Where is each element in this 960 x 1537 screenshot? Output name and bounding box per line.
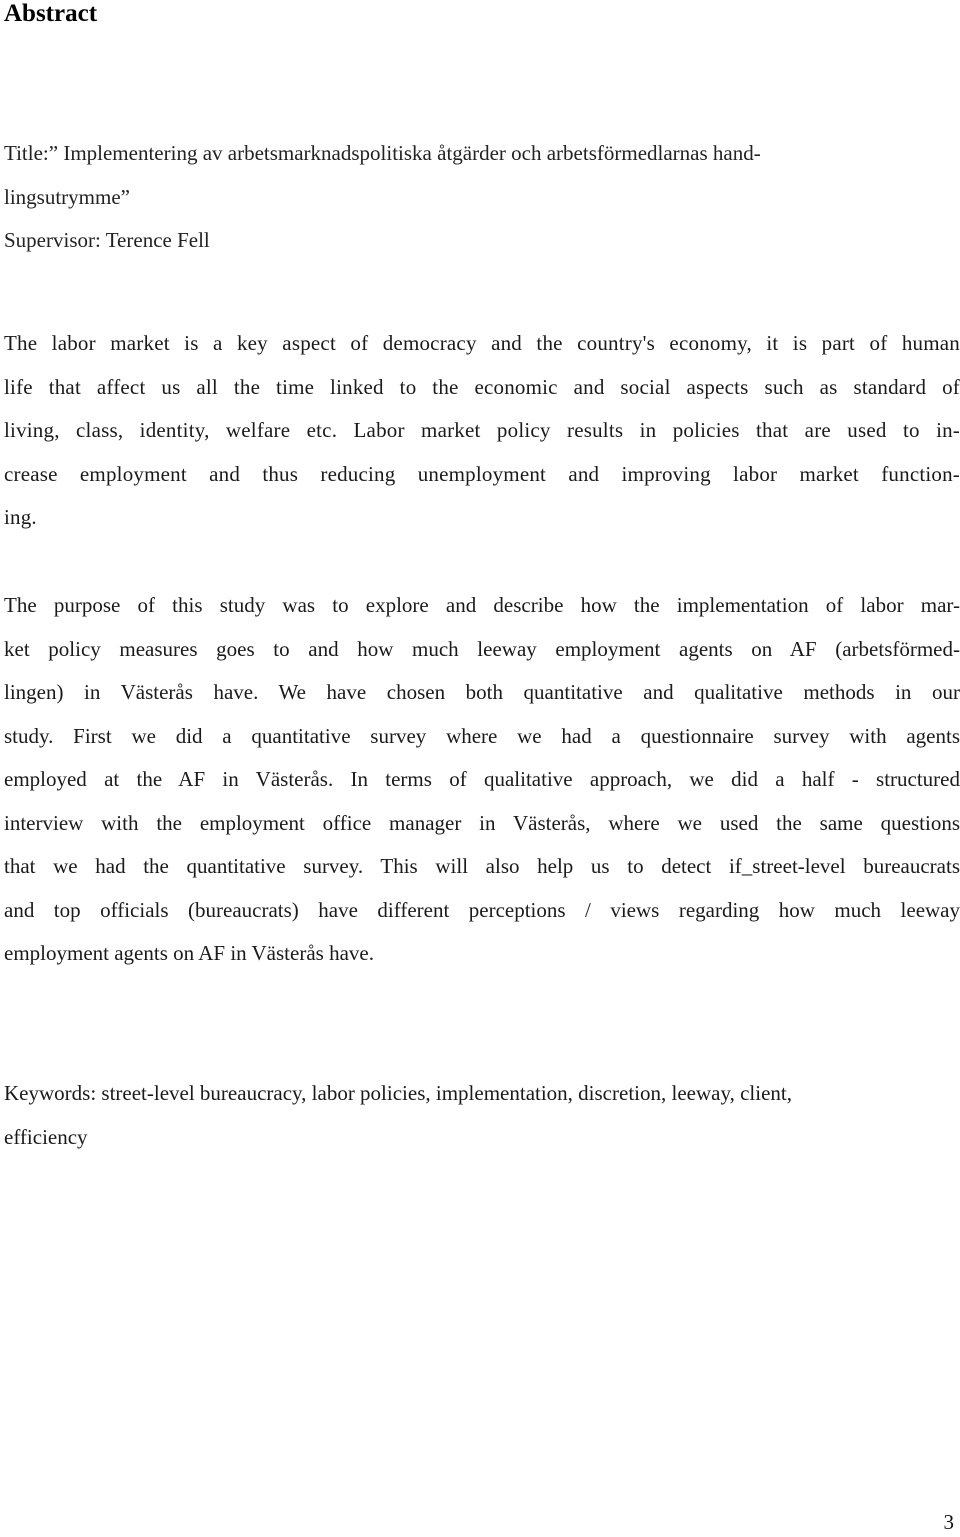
paragraph-line: employed at the AF in Västerås. In terms of qualitative approach, we did a half - structured <box>4 767 960 791</box>
paragraph-line: crease employment and thus reducing unemployment and improving labor market function- <box>4 461 960 486</box>
abstract-paragraph-2 <box>4 584 960 976</box>
paragraph-line: ket policy measures goes to and how much leeway employment agents on AF (arbetsförmed- <box>4 636 960 661</box>
supervisor-line: Supervisor: Terence Fell <box>4 228 210 252</box>
abstract-paragraph-1 <box>4 322 960 540</box>
paragraph-line: employment agents on AF in Västerås have. <box>4 941 374 965</box>
keywords-line: efficiency <box>4 1124 88 1149</box>
paragraph-line: and top officials (bureaucrats) have different perceptions / views regarding how much leeway <box>4 897 960 922</box>
paragraph-line: The purpose of this study was to explore and describe how the implementation of labor mar- <box>4 593 960 617</box>
paragraph-line: ing. <box>4 505 37 529</box>
paragraph-line: interview with the employment office manager in Västerås, where we used the same questions <box>4 810 960 835</box>
keywords <box>4 1072 960 1159</box>
thesis-meta <box>4 132 954 263</box>
keywords-line: Keywords: street-level bureaucracy, labor policies, implementation, discretion, leeway, client, <box>4 1081 792 1105</box>
paragraph-line: lingen) in Västerås have. We have chosen both quantitative and qualitative methods in our <box>4 680 960 704</box>
page-heading: Abstract <box>4 0 98 27</box>
paragraph-line: life that affect us all the time linked to the economic and social aspects such as standard of <box>4 374 960 399</box>
page-number: 3 <box>943 1510 954 1534</box>
title-line-2: lingsutrymme” <box>4 184 130 209</box>
paragraph-line: study. First we did a quantitative survey where we had a questionnaire survey with agents <box>4 723 960 748</box>
paragraph-line: living, class, identity, welfare etc. Labor market policy results in policies that are used to in- <box>4 418 960 442</box>
title-text-1: ” Implementering av arbetsmarknadspolitiska åtgärder och arbetsförmedlarnas hand- <box>48 141 761 165</box>
title-line-1 <box>4 132 954 176</box>
paragraph-line: The labor market is a key aspect of democracy and the country's economy, it is part of human <box>4 331 960 355</box>
title-label: Title: <box>4 141 49 165</box>
paragraph-line: that we had the quantitative survey. This will also help us to detect if_street-level bureaucrats <box>4 854 960 878</box>
